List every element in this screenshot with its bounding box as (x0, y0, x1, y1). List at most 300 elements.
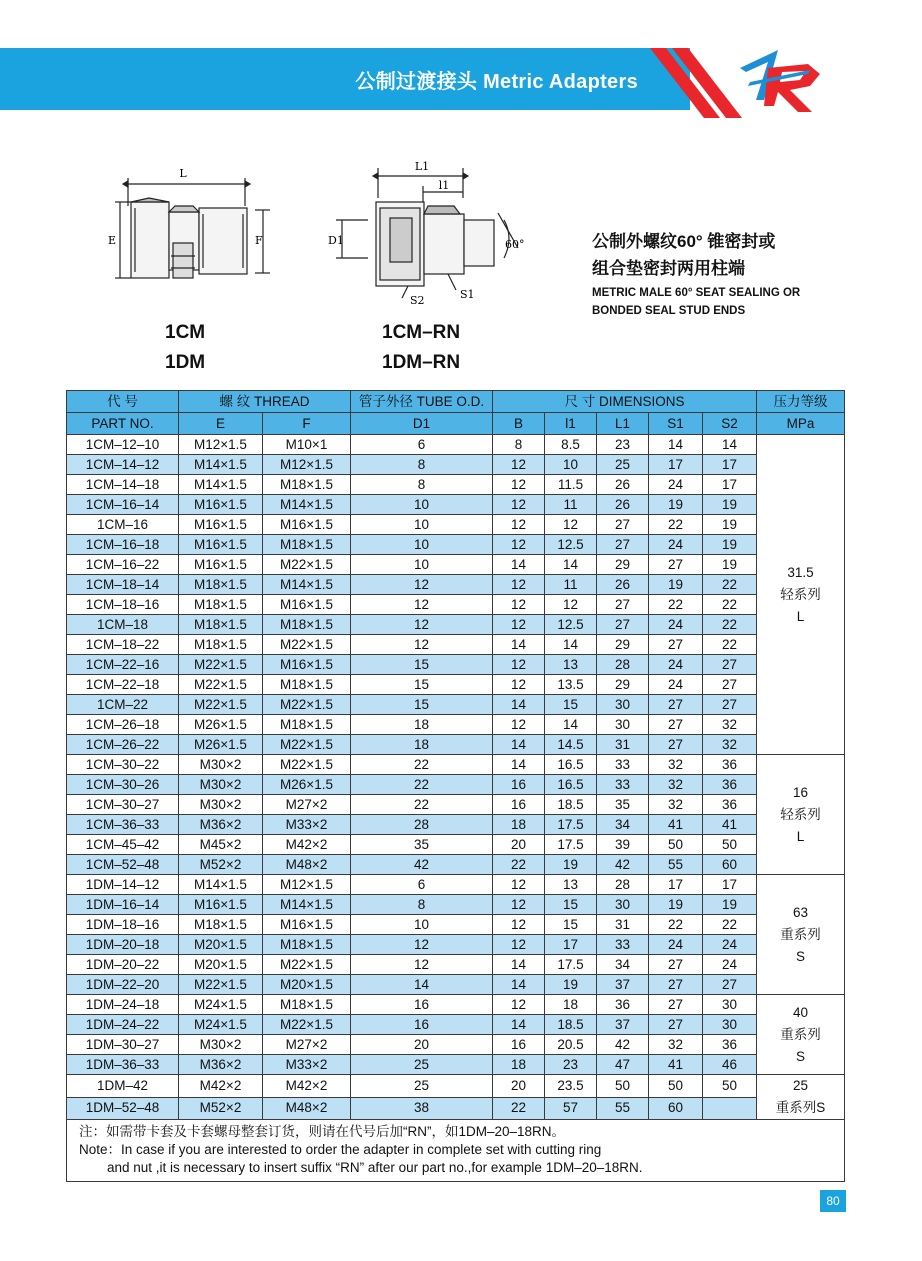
table-cell: 1CM–16 (67, 515, 179, 535)
table-cell: 22 (703, 915, 757, 935)
table-cell: 24 (649, 535, 703, 555)
table-cell: 24 (649, 615, 703, 635)
table-cell: M18×1.5 (263, 715, 351, 735)
pressure-group-cell (757, 755, 845, 875)
table-cell: 15 (545, 695, 597, 715)
table-cell: 25 (597, 455, 649, 475)
note-en-line1: Note：In case if you are interested to order the adapter in complete set with cutting ring (79, 1142, 602, 1157)
table-cell: M14×1.5 (263, 495, 351, 515)
table-cell: 12 (351, 635, 493, 655)
table-cell: 27 (649, 695, 703, 715)
table-cell: 39 (597, 835, 649, 855)
table-cell: 11.5 (545, 475, 597, 495)
table-cell: 12 (545, 515, 597, 535)
fitting-diagram-1cm-rn (328, 158, 528, 308)
table-cell: 37 (597, 1015, 649, 1035)
table-cell: 1CM–22–16 (67, 655, 179, 675)
table-cell: 1CM–36–33 (67, 815, 179, 835)
table-cell: 19 (703, 535, 757, 555)
table-cell: 1CM–18–16 (67, 595, 179, 615)
table-cell: M16×1.5 (179, 535, 263, 555)
table-cell: 18 (351, 715, 493, 735)
pressure-group-cell (757, 435, 845, 755)
pressure-series: 重系列 (780, 1026, 821, 1042)
table-cell: 1DM–22–20 (67, 975, 179, 995)
table-cell: 1DM–30–27 (67, 1035, 179, 1055)
spec-table (66, 390, 845, 1182)
table-cell: 47 (597, 1055, 649, 1075)
table-cell: 22 (649, 915, 703, 935)
pressure-code: S (796, 1048, 806, 1064)
table-row (67, 495, 845, 515)
dim-label-l1: L1 (414, 160, 430, 173)
description-en (592, 284, 800, 320)
table-cell: M18×1.5 (179, 615, 263, 635)
table-cell: 1DM–24–18 (67, 995, 179, 1015)
table-cell: 16.5 (545, 775, 597, 795)
table-cell: 13 (545, 875, 597, 895)
table-cell: 33 (597, 755, 649, 775)
table-cell: 32 (649, 795, 703, 815)
table-cell: M30×2 (179, 755, 263, 775)
table-cell: 36 (703, 1035, 757, 1055)
table-cell: M18×1.5 (179, 915, 263, 935)
table-cell: M18×1.5 (263, 615, 351, 635)
table-row (67, 1097, 845, 1120)
table-cell: 20 (493, 1075, 545, 1098)
table-cell: 12 (493, 895, 545, 915)
table-cell: 19 (703, 895, 757, 915)
table-cell: 14 (493, 975, 545, 995)
caption-1dm-rn: 1DM–RN (382, 352, 461, 373)
table-cell: M18×1.5 (263, 935, 351, 955)
table-cell: 11 (545, 575, 597, 595)
table-cell: 24 (649, 675, 703, 695)
table-cell: 8.5 (545, 435, 597, 455)
table-cell: 17.5 (545, 835, 597, 855)
table-row (67, 515, 845, 535)
table-cell: M20×1.5 (263, 975, 351, 995)
table-row (67, 975, 845, 995)
table-cell: 12 (493, 475, 545, 495)
table-cell: M33×2 (263, 1055, 351, 1075)
table-cell: M22×1.5 (263, 755, 351, 775)
table-cell: M22×1.5 (263, 735, 351, 755)
table-cell: 15 (351, 675, 493, 695)
table-row (67, 875, 845, 895)
table-cell: 17 (649, 455, 703, 475)
table-row (67, 535, 845, 555)
table-row (67, 995, 845, 1015)
table-cell: M16×1.5 (263, 515, 351, 535)
table-cell: 50 (703, 835, 757, 855)
table-cell: 13 (545, 655, 597, 675)
table-cell: M14×1.5 (179, 455, 263, 475)
table-cell: 36 (597, 995, 649, 1015)
table-cell: 14 (351, 975, 493, 995)
table-cell: 12 (493, 915, 545, 935)
description-en-line1: METRIC MALE 60° SEAT SEALING OR (592, 287, 801, 299)
table-row (67, 1055, 845, 1075)
table-cell: M52×2 (179, 855, 263, 875)
table-cell: 22 (703, 595, 757, 615)
table-row (67, 435, 845, 455)
table-cell: 18 (351, 735, 493, 755)
table-cell: M18×1.5 (179, 635, 263, 655)
table-cell: 6 (351, 875, 493, 895)
table-cell: 32 (703, 715, 757, 735)
table-cell: 1CM–16–14 (67, 495, 179, 515)
table-cell: 37 (597, 975, 649, 995)
table-cell: 32 (649, 755, 703, 775)
table-cell: M20×1.5 (179, 935, 263, 955)
table-cell: 1CM–18 (67, 615, 179, 635)
table-cell: 20 (351, 1035, 493, 1055)
table-row (67, 1035, 845, 1055)
table-cell: 22 (703, 615, 757, 635)
table-cell: 12 (493, 495, 545, 515)
table-cell: 10 (351, 915, 493, 935)
description-zh (592, 228, 775, 282)
table-row (67, 595, 845, 615)
subheader-d1: D1 (351, 413, 493, 435)
pressure-series: 重系列S (775, 1100, 826, 1115)
table-cell: 14 (703, 435, 757, 455)
pressure-group-cell (757, 995, 845, 1075)
table-cell: 1CM–30–27 (67, 795, 179, 815)
table-cell: 27 (597, 595, 649, 615)
table-cell: 33 (597, 935, 649, 955)
subheader-s1: S1 (649, 413, 703, 435)
table-cell: M14×1.5 (179, 475, 263, 495)
table-cell: 16 (493, 795, 545, 815)
table-cell: 31 (597, 735, 649, 755)
table-cell: 23 (545, 1055, 597, 1075)
table-cell: M20×1.5 (179, 955, 263, 975)
company-logo-icon (650, 40, 850, 120)
table-cell: M16×1.5 (179, 895, 263, 915)
table-cell: M42×2 (263, 1075, 351, 1098)
table-cell: M12×1.5 (263, 875, 351, 895)
description-en-line2: BONDED SEAL STUD ENDS (592, 305, 746, 317)
table-cell: M42×2 (179, 1075, 263, 1098)
table-cell: 30 (597, 715, 649, 735)
table-cell: 24 (649, 655, 703, 675)
caption-1dm: 1DM (165, 352, 206, 373)
table-cell: 42 (597, 855, 649, 875)
table-cell: 14 (493, 955, 545, 975)
table-cell: 27 (649, 955, 703, 975)
table-cell: M30×2 (179, 795, 263, 815)
pressure-series: 轻系列 (780, 586, 821, 602)
table-cell: 12 (351, 955, 493, 975)
table-cell: 1CM–14–18 (67, 475, 179, 495)
table-cell: 26 (597, 475, 649, 495)
table-cell: 12 (493, 595, 545, 615)
table-cell: 19 (649, 895, 703, 915)
table-cell: 1CM–30–26 (67, 775, 179, 795)
header-dimensions: 尺 寸 DIMENSIONS (493, 391, 757, 413)
pressure-value: 63 (793, 904, 809, 920)
table-cell: 8 (493, 435, 545, 455)
table-cell: 26 (597, 495, 649, 515)
table-cell: 25 (351, 1075, 493, 1098)
table-cell: M10×1 (263, 435, 351, 455)
table-cell: M14×1.5 (179, 875, 263, 895)
table-cell: 19 (545, 855, 597, 875)
table-cell: M12×1.5 (263, 455, 351, 475)
description-zh-line1: 公制外螺纹60° 锥密封或 (592, 232, 776, 251)
table-cell: M22×1.5 (179, 695, 263, 715)
table-cell: 17.5 (545, 815, 597, 835)
table-cell: 14 (649, 435, 703, 455)
table-cell: M24×1.5 (179, 1015, 263, 1035)
header-banner (0, 48, 690, 110)
table-cell: M22×1.5 (263, 1015, 351, 1035)
table-cell: 18.5 (545, 795, 597, 815)
table-row (67, 955, 845, 975)
table-cell: 1DM–24–22 (67, 1015, 179, 1035)
table-cell: M27×2 (263, 795, 351, 815)
pressure-group-cell (757, 1075, 845, 1120)
subheader-b: B (493, 413, 545, 435)
table-cell: 14 (493, 555, 545, 575)
table-cell: 1CM–26–18 (67, 715, 179, 735)
table-cell (703, 1097, 757, 1120)
table-cell: M22×1.5 (179, 675, 263, 695)
table-cell: 27 (703, 655, 757, 675)
table-cell: 24 (703, 935, 757, 955)
table-cell: M26×1.5 (263, 775, 351, 795)
table-cell: 33 (597, 775, 649, 795)
table-cell: 1CM–18–14 (67, 575, 179, 595)
page-title: 公制过渡接头 Metric Adapters (355, 71, 638, 93)
table-cell: 22 (351, 775, 493, 795)
table-cell: 19 (545, 975, 597, 995)
table-cell: 15 (351, 695, 493, 715)
pressure-value: 16 (793, 784, 809, 800)
table-cell: 27 (703, 695, 757, 715)
table-cell: 16.5 (545, 755, 597, 775)
dim-label-angle: 60° (505, 238, 525, 251)
table-cell: M18×1.5 (179, 595, 263, 615)
table-cell: 27 (649, 715, 703, 735)
subheader-l1: l1 (545, 413, 597, 435)
table-cell: 15 (545, 895, 597, 915)
table-row (67, 755, 845, 775)
table-cell: 22 (493, 1097, 545, 1120)
table-cell: 42 (597, 1035, 649, 1055)
table-cell: 60 (703, 855, 757, 875)
table-cell: M16×1.5 (179, 515, 263, 535)
table-cell: 18.5 (545, 1015, 597, 1035)
table-cell: 27 (597, 535, 649, 555)
table-cell: 19 (649, 495, 703, 515)
table-cell: 22 (703, 635, 757, 655)
table-cell: 1CM–22 (67, 695, 179, 715)
table-cell: M22×1.5 (179, 975, 263, 995)
table-row (67, 735, 845, 755)
table-cell: 14 (493, 695, 545, 715)
table-cell: 24 (649, 935, 703, 955)
table-cell: M36×2 (179, 1055, 263, 1075)
pressure-series: 重系列 (780, 926, 821, 942)
table-cell: 27 (649, 555, 703, 575)
table-cell: 10 (545, 455, 597, 475)
table-cell: 12.5 (545, 535, 597, 555)
table-cell: 41 (649, 1055, 703, 1075)
table-cell: 28 (597, 875, 649, 895)
table-cell: 42 (351, 855, 493, 875)
table-cell: 29 (597, 635, 649, 655)
subheader-e: E (179, 413, 263, 435)
table-cell: 50 (649, 1075, 703, 1098)
table-cell: 23 (597, 435, 649, 455)
table-row (67, 655, 845, 675)
table-cell: M22×1.5 (263, 695, 351, 715)
table-cell: 57 (545, 1097, 597, 1120)
table-cell: 1DM–14–12 (67, 875, 179, 895)
table-cell: M26×1.5 (179, 715, 263, 735)
table-cell: 50 (597, 1075, 649, 1098)
table-cell: 14 (545, 555, 597, 575)
table-cell: 12 (351, 615, 493, 635)
table-cell: M16×1.5 (263, 915, 351, 935)
subheader-mpa: MPa (757, 413, 845, 435)
table-row (67, 895, 845, 915)
pressure-value: 31.5 (787, 564, 814, 580)
table-cell: 55 (597, 1097, 649, 1120)
table-cell: M22×1.5 (263, 955, 351, 975)
note-en-line2: and nut ,it is necessary to insert suffix “RN” after our part no.,for example 1DM–20–18RN. (107, 1160, 643, 1175)
table-cell: 15 (351, 655, 493, 675)
table-cell: 29 (597, 675, 649, 695)
table-cell: M52×2 (179, 1097, 263, 1120)
subheader-f: F (263, 413, 351, 435)
note-row (67, 1120, 845, 1182)
table-cell: 20 (493, 835, 545, 855)
table-cell: 46 (703, 1055, 757, 1075)
pressure-value: 25 (793, 1078, 809, 1093)
table-cell: 27 (649, 735, 703, 755)
table-cell: 1DM–36–33 (67, 1055, 179, 1075)
table-cell: 12 (493, 675, 545, 695)
table-cell: 17 (703, 875, 757, 895)
table-cell: 8 (351, 895, 493, 915)
table-cell: 1CM–26–22 (67, 735, 179, 755)
table-cell: 22 (649, 595, 703, 615)
table-cell: 12 (351, 935, 493, 955)
table-row (67, 715, 845, 735)
pressure-code: S (796, 948, 806, 964)
table-cell: 14 (545, 635, 597, 655)
table-row (67, 635, 845, 655)
table-row (67, 575, 845, 595)
table-cell: 14 (493, 735, 545, 755)
table-cell: 12 (493, 995, 545, 1015)
table-cell: 12 (493, 515, 545, 535)
table-row (67, 615, 845, 635)
fitting-diagram-1cm (105, 168, 280, 303)
pressure-group-cell (757, 875, 845, 995)
table-row (67, 935, 845, 955)
table-cell: 8 (351, 475, 493, 495)
table-cell: M22×1.5 (179, 655, 263, 675)
table-cell: 41 (649, 815, 703, 835)
table-cell: 19 (703, 515, 757, 535)
table-cell: 31 (597, 915, 649, 935)
note-zh: 注：如需带卡套及卡套螺母整套订货，则请在代号后加“RN”，如1DM–20–18RN。 (79, 1124, 566, 1139)
table-cell: 36 (703, 755, 757, 775)
table-cell: M16×1.5 (179, 555, 263, 575)
note-cell (67, 1120, 845, 1182)
table-cell: M14×1.5 (263, 575, 351, 595)
table-cell: 24 (703, 955, 757, 975)
pressure-code: L (796, 608, 805, 624)
table-cell: 36 (703, 795, 757, 815)
table-cell: 14 (545, 715, 597, 735)
table-cell: M33×2 (263, 815, 351, 835)
page-number: 80 (820, 1190, 846, 1212)
table-cell: 12 (493, 715, 545, 735)
table-row (67, 695, 845, 715)
table-cell: 26 (597, 575, 649, 595)
table-cell: 19 (703, 555, 757, 575)
table-subheader-row (67, 413, 845, 435)
table-cell: 27 (649, 995, 703, 1015)
dim-label-e: E (108, 234, 117, 247)
table-cell: 10 (351, 515, 493, 535)
table-cell: M27×2 (263, 1035, 351, 1055)
table-header-row (67, 391, 845, 413)
header-pressure: 压力等级 (757, 391, 845, 413)
dim-label-l: L (179, 168, 187, 180)
table-cell: 14 (493, 635, 545, 655)
table-cell: 36 (703, 775, 757, 795)
table-cell: M18×1.5 (179, 575, 263, 595)
table-cell: 11 (545, 495, 597, 515)
table-row (67, 795, 845, 815)
header-code: 代 号 (67, 391, 179, 413)
table-cell: 1CM–16–18 (67, 535, 179, 555)
dim-label-d1: D1 (328, 234, 344, 247)
table-cell: 27 (597, 615, 649, 635)
spec-table-body (67, 435, 845, 1120)
table-row (67, 475, 845, 495)
table-cell: M48×2 (263, 855, 351, 875)
table-cell: 17 (649, 875, 703, 895)
dim-label-l1-small: l1 (438, 179, 450, 192)
table-cell: 23.5 (545, 1075, 597, 1098)
table-cell: 15 (545, 915, 597, 935)
table-cell: 27 (649, 1015, 703, 1035)
table-cell: 55 (649, 855, 703, 875)
table-cell: 1CM–30–22 (67, 755, 179, 775)
table-cell: 22 (649, 515, 703, 535)
table-row (67, 675, 845, 695)
pressure-value: 40 (793, 1004, 809, 1020)
table-cell: 16 (351, 1015, 493, 1035)
table-cell: 28 (597, 655, 649, 675)
table-cell: 6 (351, 435, 493, 455)
dim-label-s2: S2 (410, 294, 425, 307)
table-cell: M14×1.5 (263, 895, 351, 915)
table-cell: 29 (597, 555, 649, 575)
table-cell: 16 (493, 1035, 545, 1055)
table-cell: 20.5 (545, 1035, 597, 1055)
table-cell: 35 (351, 835, 493, 855)
table-cell: 17 (703, 475, 757, 495)
